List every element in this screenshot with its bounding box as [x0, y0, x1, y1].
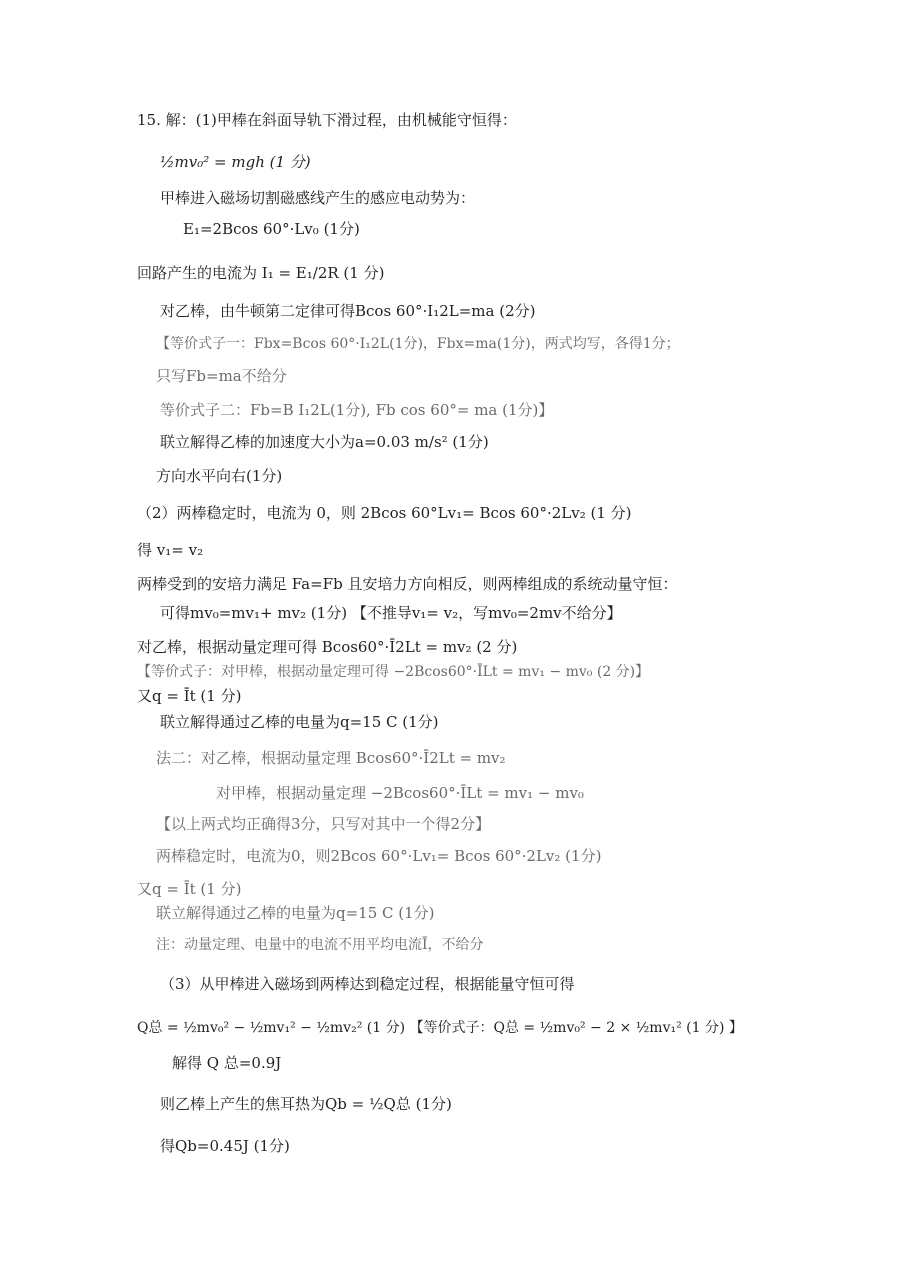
line-2: ½mv₀² = mgh (1 分) — [160, 153, 311, 171]
line-17: 【等价式子：对甲棒，根据动量定理可得 −2Bcos60°·ĪLt = mv₁ − mv₀ (2 分)】 — [137, 664, 650, 680]
line-26: 注：动量定理、电量中的电流不用平均电流Ī，不给分 — [156, 937, 484, 953]
line-1: 15. 解：(1)甲棒在斜面导轨下滑过程，由机械能守恒得： — [137, 111, 517, 129]
line-6: 对乙棒，由牛顿第二定律可得Bcos 60°·I₁2L=ma (2分) — [160, 302, 536, 320]
line-23: 两棒稳定时，电流为0，则2Bcos 60°·Lv₁= Bcos 60°·2Lv₂ (1分) — [156, 847, 602, 865]
line-29: 解得 Q 总=0.9J — [172, 1054, 282, 1072]
line-7: 【等价式子一：Fbx=Bcos 60°·I₁2L(1分)，Fbx=ma(1分)，两式均写，各得1分； — [156, 336, 680, 352]
line-16: 对乙棒，根据动量定理可得 Bcos60°·Ī2Lt = mv₂ (2 分) — [137, 638, 518, 656]
line-24: 又q = Īt (1 分) — [137, 880, 242, 898]
line-25: 联立解得通过乙棒的电量为q=15 C (1分) — [156, 904, 435, 922]
line-3: 甲棒进入磁场切割磁感线产生的感应电动势为： — [160, 189, 476, 207]
line-30: 则乙棒上产生的焦耳热为Qb = ½Q总 (1分) — [160, 1095, 452, 1113]
line-31: 得Qb=0.45J (1分) — [160, 1137, 290, 1155]
line-27: （3）从甲棒进入磁场到两棒达到稳定过程，根据能量守恒可得 — [160, 975, 575, 993]
line-15: 可得mv₀=mv₁+ mv₂ (1分) 【不推导v₁= v₂，写mv₀=2mv不给分】 — [160, 604, 622, 622]
line-22: 【以上两式均正确得3分，只写对其中一个得2分】 — [156, 815, 491, 833]
line-13: 得 v₁= v₂ — [137, 541, 204, 559]
line-11: 方向水平向右(1分) — [156, 467, 283, 485]
line-9: 等价式子二：Fb=B I₁2L(1分), Fb cos 60°= ma (1分)】 — [160, 401, 554, 419]
line-28: Q总 = ½mv₀² − ½mv₁² − ½mv₂² (1 分) 【等价式子：Q总 = ½mv₀² − 2 × ½mv₁² (1 分) 】 — [137, 1020, 743, 1036]
line-4: E₁=2Bcos 60°·Lv₀ (1分) — [183, 220, 360, 238]
line-8: 只写Fb=ma不给分 — [156, 367, 287, 385]
line-12: （2）两棒稳定时，电流为 0，则 2Bcos 60°Lv₁= Bcos 60°·2Lv₂ (1 分) — [137, 504, 632, 522]
line-19: 联立解得通过乙棒的电量为q=15 C (1分) — [160, 713, 439, 731]
line-5: 回路产生的电流为 I₁ = E₁/2R (1 分) — [137, 264, 385, 282]
line-10: 联立解得乙棒的加速度大小为a=0.03 m/s² (1分) — [160, 433, 489, 451]
line-14: 两棒受到的安培力满足 Fa=Fb 且安培力方向相反，则两棒组成的系统动量守恒： — [137, 575, 678, 593]
line-20: 法二：对乙棒，根据动量定理 Bcos60°·Ī2Lt = mv₂ — [156, 749, 506, 767]
line-18: 又q = Īt (1 分) — [137, 687, 242, 705]
line-21: 对甲棒，根据动量定理 −2Bcos60°·ĪLt = mv₁ − mv₀ — [216, 784, 584, 802]
